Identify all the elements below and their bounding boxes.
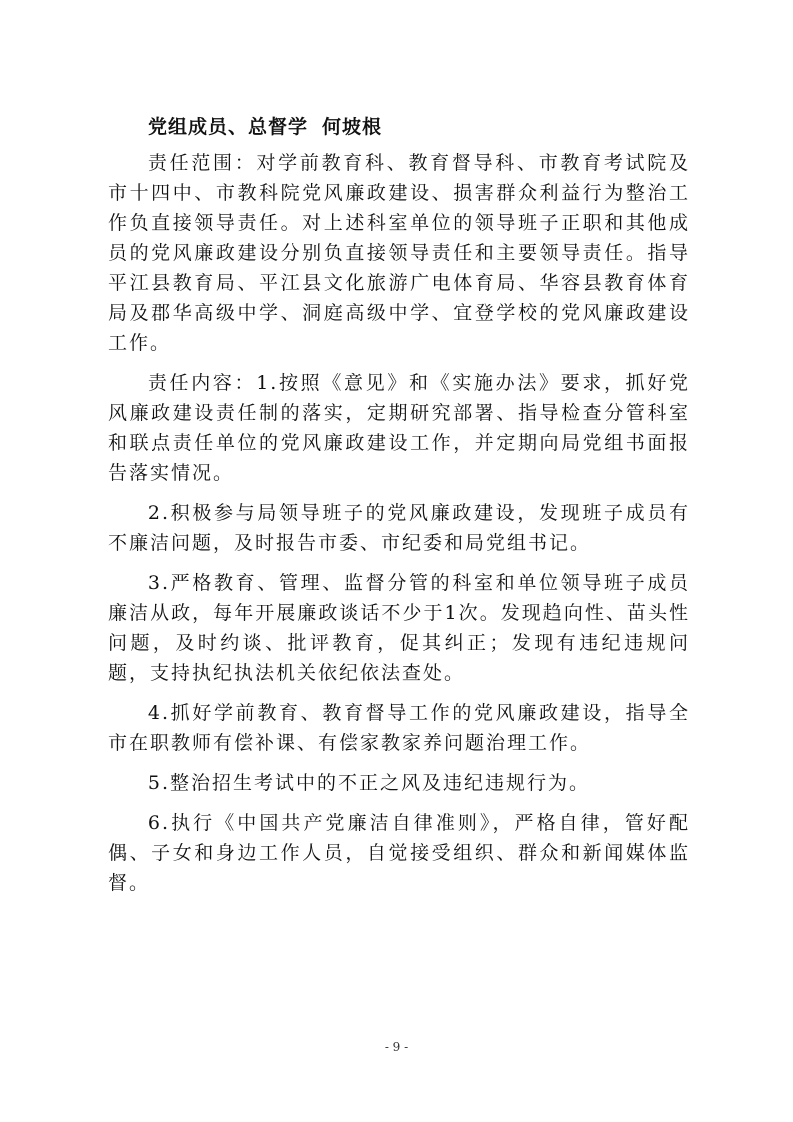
paragraph-item-3: 3.严格教育、管理、监督分管的科室和单位领导班子成员廉洁从政，每年开展廉政谈话不少于1次。发现趋向性、苗头性问题，及时约谈、批评教育，促其纠正；发现有违纪违规问题，支持执纪执法机关依纪依法查处。	[108, 572, 690, 684]
document-body	[108, 148, 690, 908]
section-heading	[148, 112, 382, 139]
paragraph-item-6: 6.执行《中国共产党廉洁自律准则》，严格自律，管好配偶、子女和身边工作人员，自觉接受组织、群众和新闻媒体监督。	[108, 812, 690, 894]
paragraph-item-2: 2.积极参与局领导班子的党风廉政建设，发现班子成员有不廉洁问题，及时报告市委、市纪委和局党组书记。	[108, 502, 690, 554]
paragraph-responsibility-content: 责任内容：1.按照《意见》和《实施办法》要求，抓好党风廉政建设责任制的落实，定期研究部署、指导检查分管科室和联点责任单位的党风廉政建设工作，并定期向局党组书面报告落实情况。	[108, 372, 690, 484]
paragraph-item-5: 5.整治招生考试中的不正之风及违纪违规行为。	[147, 772, 591, 794]
paragraph-item-4: 4.抓好学前教育、教育督导工作的党风廉政建设，指导全市在职教师有偿补课、有偿家教家养问题治理工作。	[108, 702, 690, 754]
paragraph-responsibility-scope: 责任范围：对学前教育科、教育督导科、市教育考试院及市十四中、市教科院党风廉政建设、损害群众利益行为整治工作负直接领导责任。对上述科室单位的领导班子正职和其他成员的党风廉政建设分别负直接领导责任和主要领导责任。指导平江县教育局、平江县文化旅游广电体育局、华容县教育体育局及郡华高级中学、洞庭高级中学、宜登学校的党风廉政建设工作。	[108, 152, 690, 354]
heading-name: 何坡根	[322, 116, 383, 138]
heading-title: 党组成员、总督学	[148, 116, 309, 138]
page-number: - 9 -	[384, 1040, 409, 1054]
